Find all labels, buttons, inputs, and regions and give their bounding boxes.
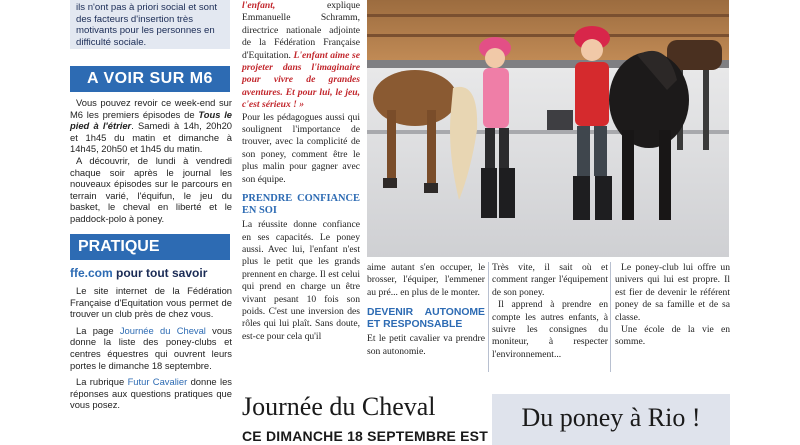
column-divider	[610, 262, 611, 372]
column-b-paragraph-1: Très vite, il sait où et comment ranger l'équipement de son poney.	[492, 262, 608, 298]
column-c-paragraph-2: Une école de la vie en somme.	[615, 324, 730, 348]
ffe-headline-rest: pour tout savoir	[112, 266, 208, 280]
m6-p1-pre: Vous pouvez revoir ce week-end sur M6 les premiers épisodes de	[70, 97, 232, 120]
middle-paragraph-3: La réussite donne confiance en ses capacités. Le poney aussi. Avec lui, l'enfant n'est plus le petit que les grands prennent en charge. Il est celui qui prend en charge un être vivant pesant 10 fois son poids. C'est une inversion des rôles qui lui plaît. Sans doute, est-ce pour cela qu'il	[242, 219, 360, 342]
column-a	[367, 262, 485, 358]
pratique-paragraph-1: Le site internet de la Fédération Française d'Equitation vous permet de trouver un club près de chez vous.	[70, 285, 232, 320]
column-b-paragraph-2: Il apprend à prendre en compte les autres enfants, à suivre les consignes du moniteur, à respecter l'environnement...	[492, 299, 608, 360]
ffe-headline	[70, 266, 232, 280]
journee-du-cheval-title: Journée du Cheval	[242, 392, 436, 421]
subhead-confiance: PRENDRE CONFIANCE EN SOI	[242, 193, 360, 217]
futur-cavalier-link[interactable]: Futur Cavalier	[127, 376, 188, 388]
pratique-paragraph-3	[70, 376, 232, 411]
column-divider	[488, 262, 489, 372]
middle-paragraph-1	[242, 0, 360, 112]
column-a-paragraph-2: Et le petit cavalier va prendre son autonomie.	[367, 333, 485, 357]
column-b	[492, 262, 608, 361]
sidebar-box-text: ils n'ont pas à priori social et sont des facteurs d'insertion très motivants pour les personnes en difficulté sociale.	[76, 2, 218, 48]
m6-section	[70, 97, 232, 225]
m6-p1-post: . Samedi à 14h, 20h20 et 1h45 du matin et dimanche à 14h45, 20h50 et 1h45 du matin.	[70, 120, 233, 155]
column-c	[615, 262, 730, 349]
pratique-heading: PRATIQUE	[70, 234, 230, 260]
intro-text: explique Emmanuelle Schramm, directrice nationale adjointe de la Fédération Française d'Equitation.	[242, 0, 360, 61]
rio-headline: Du poney à Rio !	[521, 403, 701, 432]
p3-post: donne les réponses aux questions pratiques que vous posez.	[70, 376, 232, 411]
p2-pre: La page	[76, 324, 120, 336]
m6-heading: A VOIR SUR M6	[70, 66, 230, 92]
m6-paragraph-1	[70, 97, 232, 155]
journee-du-cheval-link[interactable]: Journée du Cheval	[119, 324, 206, 336]
quote-text: L'enfant aime se projeter dans l'imaginaire pour vivre de grandes aventures. Et pour lui, le jeu, c'est sérieux ! »	[242, 49, 360, 111]
column-a-paragraph-1: aime autant s'en occuper, le brosser, l'équiper, l'emmener au pré... en plus de le monter.	[367, 262, 485, 298]
column-c-paragraph-1: Le poney-club lui offre un univers qui lui est propre. Il est fier de devenir le référent poney de sa famille et de sa classe.	[615, 262, 730, 323]
pratique-section	[70, 285, 232, 411]
pratique-paragraph-2	[70, 325, 232, 371]
journee-du-cheval-subtitle: CE DIMANCHE 18 SEPTEMBRE EST	[242, 428, 488, 444]
p3-pre: La rubrique	[76, 376, 128, 388]
middle-column	[242, 0, 360, 343]
intro-emphasis: l'enfant,	[242, 0, 276, 11]
subhead-autonome: DEVENIR AUTONOME ET RESPONSABLE	[367, 307, 485, 331]
p2-post: vous donne la liste des poney-clubs et centres équestres qui ouvrent leurs portes le dimanche 18 septembre.	[70, 324, 232, 371]
m6-paragraph-2: A découvrir, de lundi à vendredi chaque soir après le journal les nouveaux épisodes sur le parcours en terrain varié, l'équifun, le jeu du basket, le cheval en liberté et le paddock-polo à poney.	[70, 154, 232, 224]
middle-paragraph-2: Pour les pédagogues aussi qui soulignent l'importance de trouver, avec la complicité de son poney, comment être le plus malin pour gagner avec son équipe.	[242, 111, 360, 185]
m6-show-title: Tous le pied à l'étrier	[70, 108, 233, 132]
sidebar-info-box	[70, 0, 230, 49]
children-with-ponies-image	[367, 0, 729, 257]
article-photo	[367, 0, 729, 257]
ffe-link[interactable]: ffe.com	[70, 266, 113, 280]
rio-headline-box	[492, 394, 730, 445]
